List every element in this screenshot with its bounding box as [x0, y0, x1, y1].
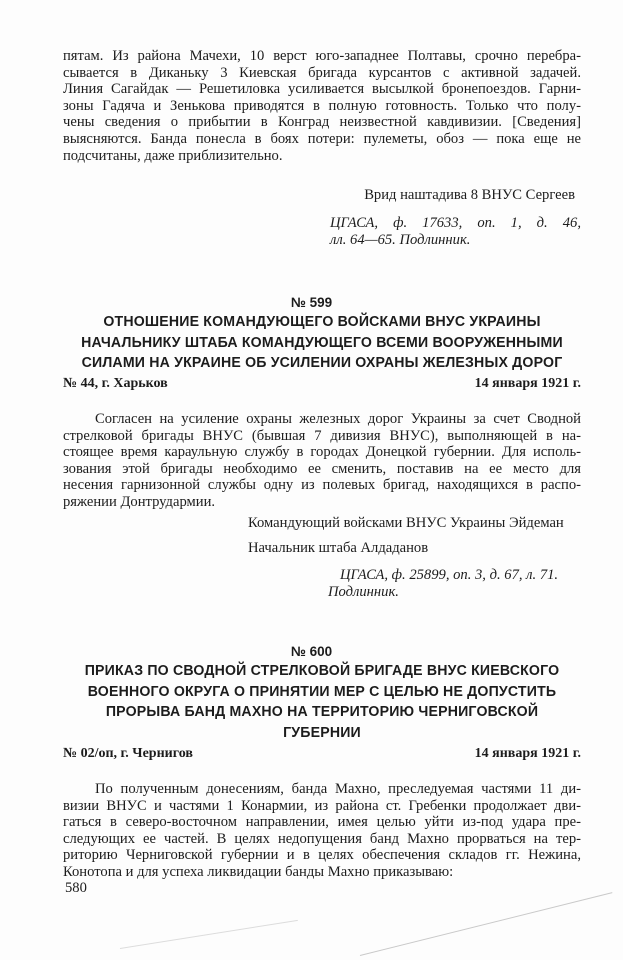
text-line: Согласен на усиление охраны железных дорог Украины за счет Сводной	[95, 411, 581, 427]
doc-600-title	[81, 661, 563, 743]
title-line: ОТНОШЕНИЕ КОМАНДУЮЩЕГО ВОЙСКАМИ ВНУС УКРАИНЫ	[103, 313, 541, 330]
text-line: По полученным донесениям, банда Махно, преследуемая частями 11 ди-	[95, 781, 581, 797]
text-line: Конотопа и для успеха ликвидации банды Махно приказываю:	[63, 863, 454, 880]
prev-doc-archive-reference	[330, 215, 581, 248]
archive-line: ЦГАСА, ф. 25899, оп. 3, д. 67, л. 71.	[340, 567, 559, 583]
archive-line: Подлинник.	[328, 583, 399, 600]
text-line: ряжении Донтрудармии.	[63, 493, 216, 510]
text-line: риторию Черниговской губернии и в целях обеспечения складов гг. Нежина,	[63, 847, 581, 864]
text-line: стоящее время караульную службу в городах Донецкой губернии. Для исполь-	[63, 444, 581, 461]
title-line: ПРОРЫВА БАНД МАХНО НА ТЕРРИТОРИЮ ЧЕРНИГОВСКОЙ	[105, 703, 539, 721]
doc-599-signature-commander: Командующий войсками ВНУС Украины Эйдеман	[248, 515, 564, 531]
scan-artifact-line	[360, 892, 613, 956]
doc-600-date: 14 января 1921 г.	[474, 746, 581, 761]
text-line: зоны Гадяча и Зенькова приводятся в полную готовность. Только что полу-	[63, 97, 581, 114]
text-line: зования этой бригады необходимо ее сменить, поставив на ее место для	[63, 460, 581, 477]
doc-600-body	[63, 781, 581, 881]
doc-599-meta	[63, 376, 581, 392]
archive-line: ЦГАСА, ф. 17633, оп. 1, д. 46,	[330, 215, 581, 231]
doc-599-reference: № 44, г. Харьков	[63, 376, 168, 391]
text-line: чены сведения о прибытии в Конград неизвестной кавдивизии. [Сведения]	[63, 114, 581, 131]
doc-600-meta	[63, 746, 581, 762]
title-line: ГУБЕРНИИ	[283, 723, 361, 741]
text-line: сывается в Диканьку 3 Киевская бригада курсантов с активной задачей.	[63, 64, 581, 81]
archive-line: лл. 64—65. Подлинник.	[330, 231, 471, 248]
text-line: несения гарнизонной службы одну из полевых бригад, находящихся в распо-	[63, 477, 581, 494]
title-line: ВОЕННОГО ОКРУГА О ПРИНЯТИИ МЕР С ЦЕЛЬЮ НЕ ДОПУСТИТЬ	[87, 682, 557, 700]
doc-600-reference: № 02/оп, г. Чернигов	[63, 746, 193, 761]
doc-599-paragraph	[63, 411, 581, 511]
doc-600-paragraph	[63, 781, 581, 881]
prev-doc-paragraph	[63, 48, 581, 164]
text-line: выясняются. Банда понесла в боях потери: пулеметы, обоз — пока еще не	[63, 130, 581, 147]
prev-doc-signature: Врид наштадива 8 ВНУС Сергеев	[364, 187, 575, 203]
doc-599-date: 14 января 1921 г.	[474, 376, 581, 391]
text-line: следующих ее частей. В целях недопущения банд Махно прорваться на тер-	[63, 830, 581, 847]
text-line: пятам. Из района Мачехи, 10 верст юго-западнее Полтавы, срочно перебра-	[63, 48, 581, 64]
title-line: ПРИКАЗ ПО СВОДНОЙ СТРЕЛКОВОЙ БРИГАДЕ ВНУС КИЕВСКОГО	[84, 662, 560, 679]
title-line: СИЛАМИ НА УКРАИНЕ ОБ УСИЛЕНИИ ОХРАНЫ ЖЕЛЕЗНЫХ ДОРОГ	[81, 354, 563, 372]
prev-doc-body	[63, 48, 581, 164]
text-line: подсчитаны, даже приблизительно.	[63, 147, 283, 164]
doc-599-body	[63, 411, 581, 511]
title-line: НАЧАЛЬНИКУ ШТАБА КОМАНДУЮЩЕГО ВСЕМИ ВООРУЖЕННЫМИ	[81, 333, 563, 351]
doc-599-number: № 599	[290, 295, 333, 310]
text-line: визии ВНУС и частями 1 Конармии, из района ст. Гребенки продолжает дви-	[63, 797, 581, 814]
text-line: Линия Сагайдак — Решетиловка усиливается высылкой бронепоездов. Гарни-	[63, 81, 581, 98]
page-number: 580	[65, 880, 87, 896]
doc-599-signature-chief-of-staff: Начальник штаба Алдаданов	[248, 540, 429, 556]
doc-600-number: № 600	[290, 644, 333, 659]
scan-artifact-line	[120, 920, 298, 949]
text-line: гаться в северо-восточном направлении, имея целью уйти из-под удара пре-	[63, 814, 581, 831]
doc-599-title	[81, 312, 563, 374]
text-line: стрелковой бригады ВНУС (бывшая 7 дивизия ВНУС), выполняющей в на-	[63, 427, 581, 444]
doc-599-archive-reference	[328, 567, 558, 600]
